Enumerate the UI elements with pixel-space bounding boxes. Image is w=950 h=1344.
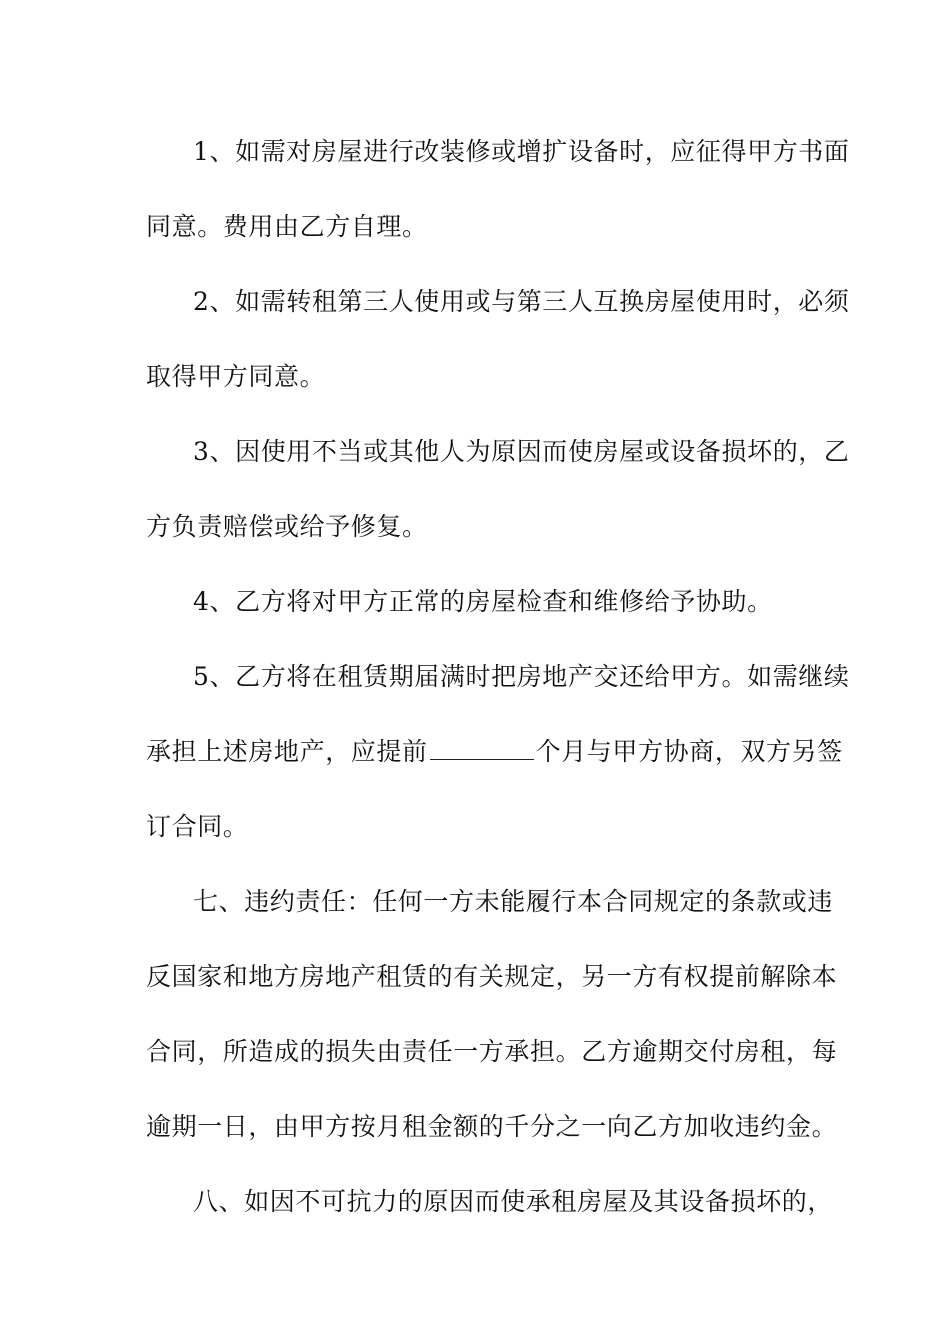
paragraph-line: 3、因使用不当或其他人为原因而使房屋或设备损坏的，乙 [193, 437, 850, 466]
paragraph-line: 方负责赔偿或给予修复。 [146, 512, 428, 541]
paragraph-line: 八、如因不可抗力的原因而使承租房屋及其设备损坏的， [193, 1187, 834, 1216]
paragraph-line: 反国家和地方房地产租赁的有关规定，另一方有权提前解除本 [146, 962, 838, 991]
line-text-after-blank: 个月与甲方协商，双方另签 [535, 737, 843, 766]
fill-in-blank [430, 739, 534, 760]
paragraph-line: 七、违约责任：任何一方未能履行本合同规定的条款或违 [193, 887, 834, 916]
paragraph-line: 4、乙方将对甲方正常的房屋检查和维修给予协助。 [193, 587, 773, 616]
line-text-before-blank: 承担上述房地产，应提前 [146, 737, 428, 766]
paragraph-line: 订合同。 [146, 812, 249, 841]
paragraph-line: 取得甲方同意。 [146, 362, 326, 391]
paragraph-line: 逾期一日，由甲方按月租金额的千分之一向乙方加收违约金。 [146, 1112, 838, 1141]
paragraph-line: 1、如需对房屋进行改装修或增扩设备时，应征得甲方书面 [193, 137, 850, 166]
paragraph-line: 合同，所造成的损失由责任一方承担。乙方逾期交付房租，每 [146, 1037, 838, 1066]
paragraph-line: 同意。费用由乙方自理。 [146, 212, 428, 241]
paragraph-line: 2、如需转租第三人使用或与第三人互换房屋使用时，必须 [193, 287, 850, 316]
paragraph-line [146, 734, 843, 770]
paragraph-line: 5、乙方将在租赁期届满时把房地产交还给甲方。如需继续 [193, 662, 850, 691]
